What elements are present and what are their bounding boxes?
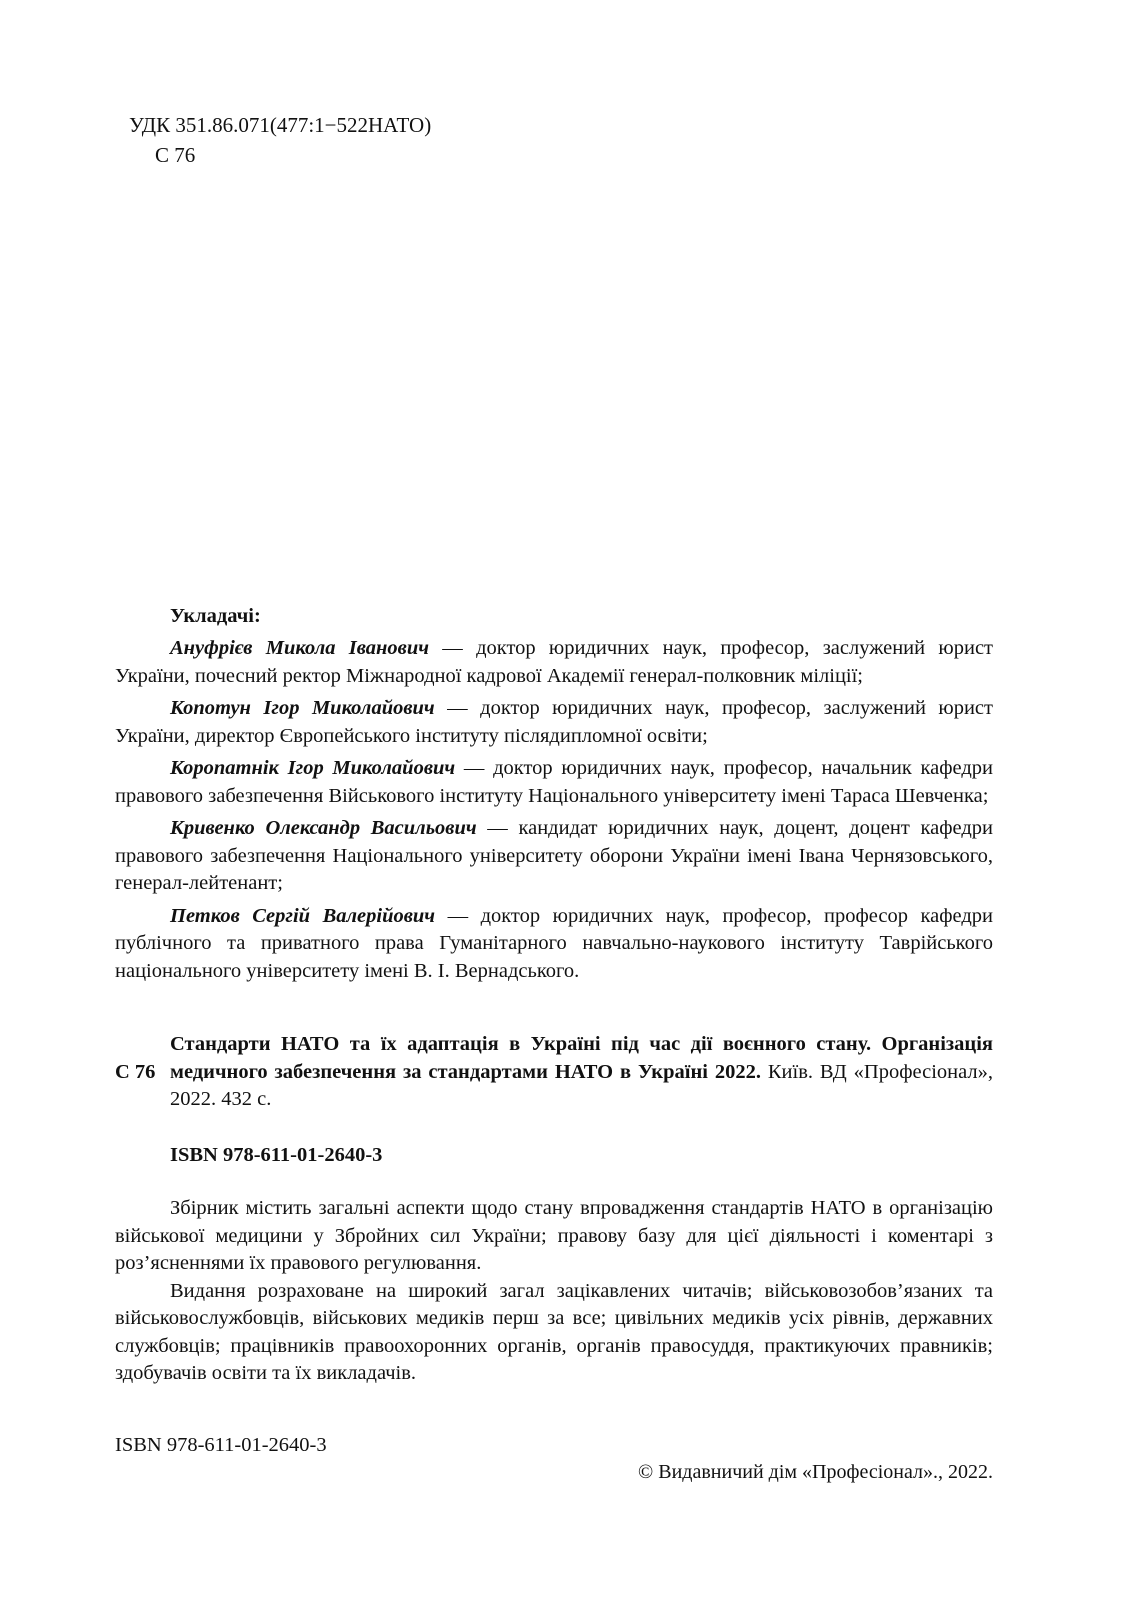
annotation-paragraph: Збірник містить загальні аспекти щодо стану впровадження стандартів НАТО в організацію військової медицини у Збройних сил України; правову базу для цієї діяльності і коментарі з роз’ясненнями їх правового регулювання. (115, 1197, 993, 1274)
page-content (115, 0, 993, 1486)
compiler-description: — доктор юридичних наук, професор, професор кафедри публічного та приватного права Гуманітарного навчально-наукового інституту Таврійського національного університету імені В. І. Вернадського. (115, 904, 994, 982)
compiler-name: Кривенко Олександр Васильович (170, 817, 477, 839)
compiler-entry (115, 815, 993, 898)
compiler-description: — доктор юридичних наук, професор, заслужений юрист України, почесний ректор Міжнародної кадрової Академії генерал-полковник міліції; (115, 637, 994, 687)
compiler-name: Петков Сергій Валерійович (170, 904, 436, 927)
compiler-name: Коропатнік Ігор Миколайович (170, 757, 456, 779)
compiler-name: Копотун Ігор Миколайович (170, 697, 435, 719)
catalog-title: Стандарти НАТО та їх адаптація в Україні під час дії воєнного стану. Організація медичного забезпечення за стандартами НАТО в Україні 2022. (170, 1033, 993, 1083)
copyright-notice: © Видавничий дім «Професіонал»., 2022. (638, 1461, 993, 1483)
catalog-description (170, 1031, 993, 1114)
compiler-name: Ануфрієв Микола Іванович (170, 637, 429, 659)
catalog-entry (115, 1031, 993, 1114)
annotation-paragraph: Видання розраховане на широкий загал зацікавлених читачів; військовозобов’язаних та військовослужбовців, військових медиків перш за все; цивільних медиків усіх рівнів, державних службовців; працівників правоохоронних органів, органів правосуддя, практикуючих правників; здобувачів освіти та їх викладачів. (115, 1279, 993, 1384)
compiler-description: — доктор юридичних наук, професор, начальник кафедри правового забезпечення Військового інституту Національного університету імені Тараса Шевченка; (115, 757, 994, 807)
udk-block (115, 110, 993, 170)
compilers-heading: Укладачі: (170, 605, 261, 627)
compiler-description: — кандидат юридичних наук, доцент, доцент кафедри правового забезпечення Національного університету оборони України імені Івана Чернязовського, генерал-лейтенант; (115, 817, 994, 894)
compiler-entry (115, 755, 993, 810)
catalog-author-code: С 76 (115, 1060, 156, 1083)
compiler-description: — доктор юридичних наук, професор, заслужений юрист України, директор Європейського інституту післядипломної освіти; (115, 697, 993, 747)
isbn-line: ISBN 978-611-01-2640-3 (170, 1143, 383, 1166)
udk-author-code: С 76 (155, 143, 196, 167)
catalog-publisher-info: Київ. ВД «Професіонал», 2022. 432 с. (170, 1060, 994, 1110)
compiler-entry (115, 635, 993, 690)
udk-number: УДК 351.86.071(477:1−522НАТО) (129, 113, 432, 137)
footer-isbn: ISBN 978-611-01-2640-3 (115, 1433, 327, 1456)
compiler-entry (115, 903, 993, 986)
compiler-entry (115, 695, 993, 750)
